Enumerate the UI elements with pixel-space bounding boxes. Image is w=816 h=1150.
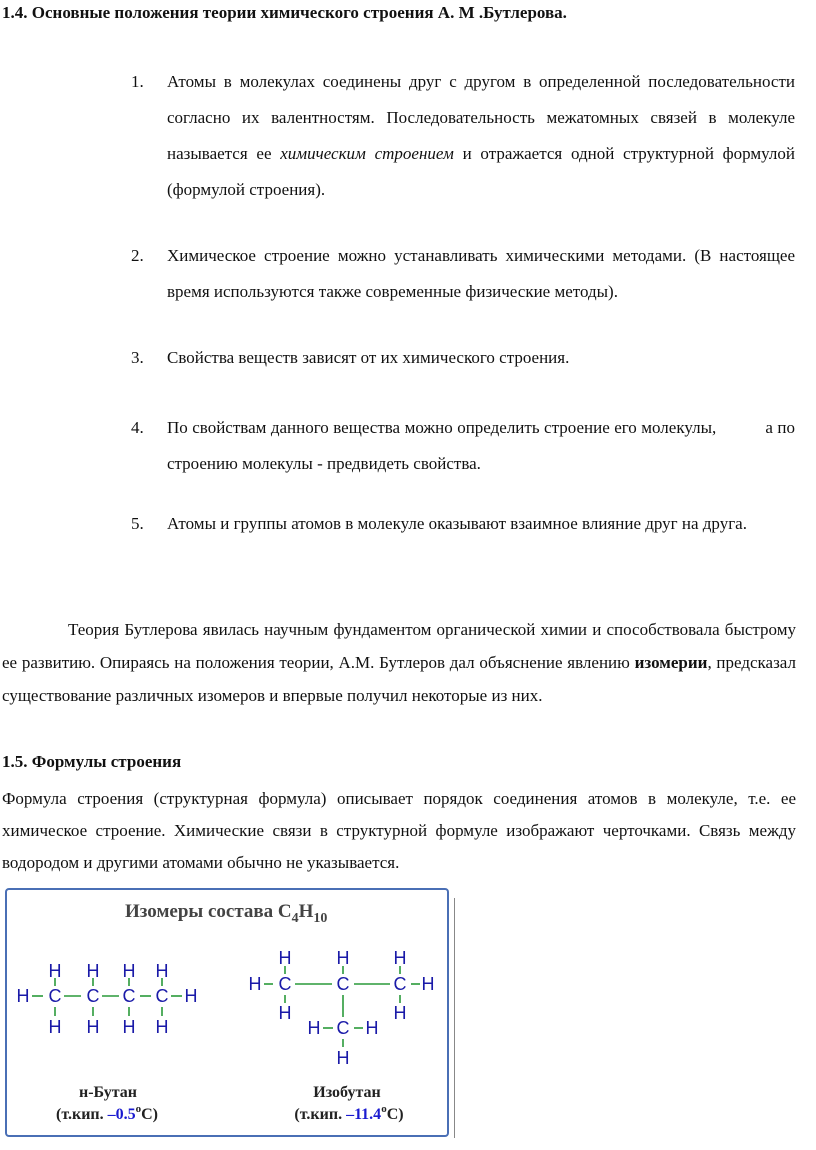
list-number: 2. bbox=[131, 246, 144, 265]
atom-h: Н bbox=[421, 974, 435, 994]
atom-h: Н bbox=[278, 948, 292, 968]
list-item bbox=[133, 238, 795, 310]
atom-h: Н bbox=[248, 974, 262, 994]
isobutane-atoms bbox=[249, 948, 435, 1068]
item-text: Атомы и группы атомов в молекуле оказывают взаимное влияние друг на друга. bbox=[167, 514, 747, 533]
atom-h: Н bbox=[155, 961, 169, 981]
paragraph-text: , предсказал существование различных изомеров и впервые получил некоторые из них. bbox=[2, 653, 796, 705]
isomers-diagram bbox=[7, 890, 447, 1135]
isobutane-bp: (т.кип. –11.4$^o$С) bbox=[294, 1103, 404, 1123]
atom-h: Н bbox=[393, 1003, 407, 1023]
list-item bbox=[133, 340, 795, 376]
svg-text:С: С bbox=[278, 974, 292, 994]
list-number: 5. bbox=[131, 514, 144, 533]
n-butane-bp: (т.кип. –0.5$^o$С) bbox=[55, 1103, 159, 1123]
svg-text:С: С bbox=[86, 986, 100, 1006]
butlerov-paragraph bbox=[2, 613, 796, 712]
item-text: Атомы в молекулах соединены друг с другом в определенной последовательности согласно их валентностям. Последовательность межатомных связей в молекуле называется ее bbox=[167, 72, 795, 163]
paragraph-bold-term: изомерии bbox=[634, 653, 708, 672]
atom-h: Н bbox=[365, 1018, 379, 1038]
item-text: и отражается одной структурной формулой (формулой строения). bbox=[167, 144, 795, 199]
n-butane-name: н-Бутан bbox=[79, 1084, 137, 1101]
isobutane-name: Изобутан bbox=[313, 1084, 381, 1101]
svg-text:С: С bbox=[393, 974, 407, 994]
atom-h: Н bbox=[122, 961, 136, 981]
list-number: 1. bbox=[131, 72, 144, 91]
atom-h: Н bbox=[86, 1017, 100, 1037]
page-divider bbox=[454, 898, 455, 1138]
n-butane-atoms bbox=[17, 961, 198, 1037]
postulates-list bbox=[131, 64, 804, 572]
svg-text:С: С bbox=[336, 974, 350, 994]
atom-h: Н bbox=[307, 1018, 321, 1038]
item-text: Химическое строение можно устанавливать химическими методами. (В настоящее время используются также современные физические методы). bbox=[167, 246, 795, 301]
list-item bbox=[133, 506, 795, 542]
atom-h: Н bbox=[278, 1003, 292, 1023]
atom-h: Н bbox=[155, 1017, 169, 1037]
formula-paragraph: Формула строения (структурная формула) описывает порядок соединения атомов в молекуле, т.е. ее химическое строение. Химические связи в структурной формуле изображают черточками. Связь между водородом и другими атомами обычно не указывается. bbox=[2, 789, 796, 872]
paragraph-text: Теория Бутлерова явилась научным фундаментом органической химии и способствовала быстрому ее развитию. Опираясь на положения теории, А.М. Бутлеров дал объяснение явлению bbox=[2, 620, 796, 672]
list-number: 3. bbox=[131, 348, 144, 367]
atom-h: Н bbox=[16, 986, 30, 1006]
figure-title: Изомеры состава $С_4Н_{10}$ bbox=[125, 901, 328, 926]
item-text: Свойства веществ зависят от их химического строения. bbox=[167, 348, 570, 367]
svg-text:С: С bbox=[336, 1018, 350, 1038]
atom-h: Н bbox=[336, 1048, 350, 1068]
list-item bbox=[131, 410, 804, 482]
atom-h: Н bbox=[86, 961, 100, 981]
list-number: 4. bbox=[131, 418, 144, 437]
isomers-figure bbox=[5, 888, 449, 1137]
atom-h: Н bbox=[184, 986, 198, 1006]
section-heading-1-5: 1.5. Формулы строения bbox=[2, 752, 182, 771]
svg-text:С: С bbox=[155, 986, 169, 1006]
atom-h: Н bbox=[48, 961, 62, 981]
atom-h: Н bbox=[122, 1017, 136, 1037]
svg-text:С: С bbox=[122, 986, 136, 1006]
atom-h: Н bbox=[48, 1017, 62, 1037]
atom-h: Н bbox=[393, 948, 407, 968]
item-text: По свойствам данного вещества можно определить строение его молекулы, а по строению молекулы - предвидеть свойства. bbox=[167, 418, 804, 473]
svg-text:С: С bbox=[48, 986, 62, 1006]
section-heading-1-4: 1.4. Основные положения теории химического строения А. М .Бутлерова. bbox=[2, 3, 567, 22]
item-emphasis: химическим строением bbox=[280, 144, 454, 163]
atom-h: Н bbox=[336, 948, 350, 968]
list-item bbox=[133, 64, 795, 208]
